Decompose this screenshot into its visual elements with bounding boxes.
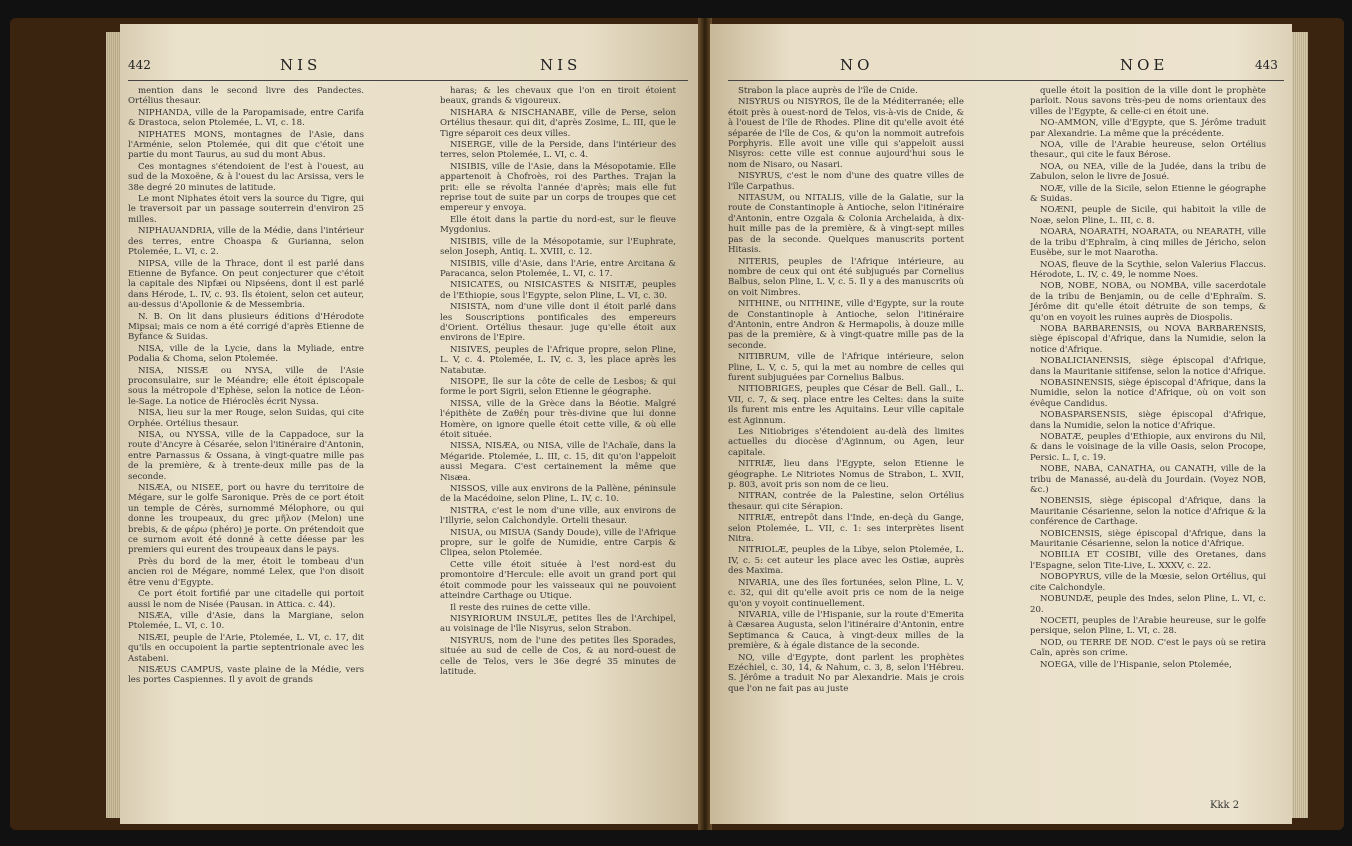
entry-paragraph: Il reste des ruines de cette ville. [450, 602, 591, 613]
entry-paragraph: NOD, ou TERRE DE NOD. C'est le pays où se retira Caïn, après son crime. [1030, 637, 1266, 659]
book-spread [10, 18, 1344, 830]
entry-paragraph: NITRIOLÆ, peuples de la Libye, selon Ptolemée, L. IV, c. 5: cet auteur les place avec les Ostiæ, auprès des Maxima. [728, 545, 964, 577]
entry-paragraph: NITASUM, ou NITALIS, ville de la Galatie, sur la route de Constantinople à Antioche, selon l'itinéraire d'Antonin, entre Ozgala & Colonia Archelaida, à dix-huit mille pas de la première, & à vingt-sept milles pas de la seconde. Quelques manuscrits portent Hitasis. [728, 193, 964, 256]
entry-paragraph: NISSA, NISÆA, ou NISA, ville de l'Achaïe, dans la Mégaride. Ptolemée, L. III, c. 15, dit qu'on l'appeloit aussi Megara. C'est certainement la même que Nisæa. [440, 441, 676, 483]
entry-paragraph: NISICATES, ou NISICASTES & NISITÆ, peuples de l'Ethiopie, sous l'Egypte, selon Pline, L. VI, c. 30. [440, 280, 676, 301]
entry-paragraph: Strabon la place auprès de l'île de Cnide. [738, 86, 918, 96]
entry-paragraph: NISIBIS, ville d'Asie, dans l'Arie, entre Arcitana & Paracanca, selon Ptolemée, L. VI, c. 17. [440, 258, 676, 279]
running-head: NIS [280, 56, 322, 74]
entry-paragraph: haras; & les chevaux que l'on en tiroit étoient beaux, grands & vigoureux. [440, 86, 676, 107]
entry-paragraph: Le mont Niphates étoit vers la source du Tigre, qui le traversoit par un passage souterrein d'environ 25 milles. [128, 194, 364, 225]
entry-paragraph: NOBE, NABA, CANATHA, ou CANATH, ville de la tribu de Manassé, au-delà du Jourdain. (Voyez NOB, &c.) [1030, 464, 1266, 496]
entry-paragraph: NOBALICIANENSIS, siège épiscopal d'Afrique, dans la Mauritanie sitifense, selon la notice d'Afrique. [1030, 356, 1266, 377]
running-head: NIS [540, 56, 582, 74]
entry-paragraph: NITERIS, peuples de l'Afrique intérieure, au nombre de ceux qui ont été subjugués par Cornelius Balbus, selon Pline, L. V, c. 5. Il y a des manuscrits où on voit Nimbres. [728, 256, 964, 298]
text-column [440, 86, 676, 678]
entry-paragraph: NISERGE, ville de la Perside, dans l'intérieur des terres, selon Ptolemée, L. VI, c. 4. [440, 140, 676, 161]
entry-paragraph: NO-AMMON, ville d'Egypte, que S. Jérôme traduit par Alexandrie. La même que la précédente. [1030, 118, 1266, 139]
entry-paragraph: NISA, NISSÆ ou NYSA, ville de l'Asie proconsulaire, sur le Méandre; elle étoit épiscopale sous la métropole d'Ephèse, selon la notice de Léon-le-Sage. La notice de Hiéroclès écrit Nyssa. [128, 365, 364, 407]
entry-paragraph: NOARA, NOARATH, NOARATA, ou NEARATH, ville de la tribu d'Ephraïm, à cinq milles de Jéricho, selon Eusèbe, sur le mot Naarotha. [1030, 227, 1266, 259]
entry-paragraph: NIPHAUANDRIA, ville de la Médie, dans l'intérieur des terres, entre Choaspa & Gurianna, selon Ptolemée, L. VI, c. 2. [128, 226, 364, 258]
entry-paragraph: Ces montagnes s'étendoient de l'est à l'ouest, au sud de la Moxoëne, & à l'ouest du lac Arsissa, vers le 38e degré 20 minutes de latitude. [128, 161, 364, 193]
entry-paragraph: NISIVES, peuples de l'Afrique propre, selon Pline, L. V, c. 4. Ptolemée, L. IV, c. 3, les place après les Natabutæ. [440, 344, 676, 376]
entry-paragraph: NIPHATES MONS, montagnes de l'Asie, dans l'Arménie, selon Ptolemée, qui dit que c'étoit une partie du mont Taurus, au sud du mont Abus. [128, 129, 364, 161]
entry-paragraph: NISSA, ville de la Grèce dans la Béotie. Malgré l'épithète de Ζαθέη pour très-divine que lui donne Homère, on ignore quelle étoit cette ville, & où elle étoit située. [440, 398, 676, 440]
text-column [128, 86, 364, 687]
entry-paragraph: N. B. On lit dans plusieurs éditions d'Hérodote Mipsai; mais ce nom a été corrigé d'après Etienne de Byfance & Suidas. [128, 311, 364, 343]
text-column [1030, 86, 1266, 671]
entry-paragraph: NITRIÆ, lieu dans l'Egypte, selon Etienne le géographe. Le Nitriotes Nomus de Strabon, L. XVII, p. 803, avoit pris son nom de ce lieu. [728, 459, 964, 491]
entry-paragraph: NITIOBRIGES, peuples que César de Bell. Gall., L. VII, c. 7, & seq. place entre les Celtes: dans la suite ils furent mis entre les Aquitains. Leur ville capitale est Aginnum. [728, 384, 964, 426]
entry-paragraph: NISUA, ou MISUA (Sandy Doude), ville de l'Afrique propre, sur le golfe de Numidie, entre Carpis & Clipea, selon Ptolemée. [440, 527, 676, 559]
right-page [710, 24, 1292, 824]
text-column [728, 86, 964, 695]
entry-paragraph: NISYRIORUM INSULÆ, petites îles de l'Archipel, au voisinage de l'île Nisyrus, selon Strabon. [440, 613, 676, 635]
catchword: Kkk 2 [1210, 800, 1240, 811]
entry-paragraph: Elle étoit dans la partie du nord-est, sur le fleuve Mygdonius. [440, 214, 676, 236]
entry-paragraph: NISIBIS, ville de l'Asie, dans la Mésopotamie. Elle appartenoit à Chofroès, roi des Parthes. Trajan la prit: elle se révolta l'année d'après; mais elle fut reprise tout de suite par un corps de troupes que cet empereur y envoya. [440, 161, 676, 214]
left-page [120, 24, 700, 824]
entry-paragraph: NOBA BARBARENSIS, ou NOVA BARBARENSIS, siège épiscopal d'Afrique, dans la Numidie, selon la notice d'Afrique. [1030, 323, 1266, 355]
entry-paragraph: NIVARIA, ville de l'Hispanie, sur la route d'Emerita à Cæsarea Augusta, selon l'itinéraire d'Antonin, entre Septimanca & Cauca, à vingt-deux milles de la première, & à égale distance de la seconde. [728, 609, 964, 652]
entry-paragraph: NOBILIA ET COSIBI, ville des Oretanes, dans l'Espagne, selon Tite-Live, L. XXXV, c. 22. [1030, 550, 1266, 571]
entry-paragraph: NISA, ou NYSSA, ville de la Cappadoce, sur la route d'Ancyre à Césarée, selon l'itinéraire d'Antonin, entre Parnassus & Ossana, à vingt-quatre mille pas de la première, & à trente-deux mille pas de la seconde. [128, 430, 364, 482]
entry-paragraph: NOA, ou NEA, ville de la Judée, dans la tribu de Zabulon, selon le livre de Josué. [1030, 161, 1266, 183]
entry-paragraph: NISÆUS CAMPUS, vaste plaine de la Médie, vers les portes Caspiennes. Il y avoit de grands [128, 664, 364, 686]
entry-paragraph: NISA, ville de la Lycie, dans la Myliade, entre Podalia & Choma, selon Ptolemée. [128, 343, 364, 365]
entry-paragraph: NISYRUS, nom de l'une des petites îles Sporades, située au sud de celle de Cos, & au nord-ouest de celle de Telos, vers le 36e degré 35 minutes de latitude. [440, 635, 676, 677]
entry-paragraph: Les Nitiobriges s'étendoient au-delà des limites actuelles du diocèse d'Aginnum, ou Agen, leur capitale. [728, 427, 964, 458]
entry-paragraph: Ce port étoit fortifié par une citadelle qui portoit aussi le nom de Nisée (Pausan. in Attica. c. 44). [128, 589, 364, 610]
header-rule [128, 80, 688, 81]
entry-paragraph: NOBICENSIS, siège épiscopal d'Afrique, dans la Mauritanie Césarienne, selon la notice d'Afrique. [1030, 528, 1266, 550]
entry-paragraph: NISSOS, ville aux environs de la Pallène, péninsule de la Macédoine, selon Pline, L. IV, c. 10. [440, 484, 676, 505]
entry-paragraph: NOBASINENSIS, siège épiscopal d'Afrique, dans la Numidie, selon la notice d'Afrique, où on voit son évêque Candidus. [1030, 377, 1266, 409]
entry-paragraph: NISISTA, nom d'une ville dont il étoit parlé dans les Souscriptions pontificales des empereurs d'Orient. Ortélius thesaur. juge qu'elle étoit aux environs de l'Epire. [440, 302, 676, 344]
entry-paragraph: NOBASPARSENSIS, siège épiscopal d'Afrique, dans la Numidie, selon la notice d'Afrique. [1030, 410, 1266, 431]
entry-paragraph: NOBENSIS, siège épiscopal d'Afrique, dans la Mauritanie Césarienne, selon la notice d'Afrique & la conférence de Carthage. [1030, 496, 1266, 528]
entry-paragraph: NO, ville d'Egypte, dont parlent les prophètes Ezéchiel, c. 30, 14, & Nahum, c. 3, 8, selon l'Hébreu. S. Jérôme a traduit No par Alexandrie. Mais je crois que l'on ne fait pas au juste [728, 652, 964, 694]
entry-paragraph: NOAS, fleuve de la Scythie, selon Valerius Flaccus. Hérodote, L. IV, c. 49, le nomme Noes. [1030, 259, 1266, 280]
entry-paragraph: NOEGA, ville de l'Hispanie, selon Ptolemée, [1040, 659, 1232, 670]
entry-paragraph: Près du bord de la mer, étoit le tombeau d'un ancien roi de Mégare, nommé Lelex, que l'on disoit être venu d'Egypte. [128, 556, 364, 588]
entry-paragraph: NOBOPYRUS, ville de la Mœsie, selon Ortélius, qui cite Calchondyle. [1030, 572, 1266, 593]
entry-paragraph: NITRIÆ, entrepôt dans l'Inde, en-deçà du Gange, selon Ptolemée, L. VII, c. 1: ses interprètes lisent Nitra. [728, 513, 964, 545]
entry-paragraph: NIPSA, ville de la Thrace, dont il est parlé dans Etienne de Byfance. On peut conjecturer que c'étoit la capitale des Nipfæi ou Nipséens, dont il est parlé dans Hérode, L. IV, c. 93. Ils étoient, selon cet auteur, au-dessus d'Apollonie & de Messembria. [128, 258, 364, 311]
entry-paragraph: NOBATÆ, peuples d'Ethiopie, aux environs du Nil, & dans le voisinage de la ville Oasis, selon Procope, Persic. L. I, c. 19. [1030, 432, 1266, 463]
entry-paragraph: NISOPE, île sur la côte de celle de Lesbos; & qui forme le port Sigrii, selon Etienne le géographe. [440, 376, 676, 398]
entry-paragraph: NISIBIS, ville de la Mésopotamie, sur l'Euphrate, selon Joseph, Antiq. L. XVIII, c. 12. [440, 236, 676, 258]
page-number: 442 [128, 58, 151, 72]
entry-paragraph: Cette ville étoit située à l'est nord-est du promontoire d'Hercule: elle avoit un grand port qui étoit commode pour les vaisseaux qui ne pouvoient atteindre Carthage ou Utique. [440, 559, 676, 602]
entry-paragraph: NOÆ, ville de la Sicile, selon Etienne le géographe & Suidas. [1030, 183, 1266, 205]
entry-paragraph: NITRAN, contrée de la Palestine, selon Ortélius thesaur. qui cite Sérapion. [728, 491, 964, 512]
entry-paragraph: NISÆA, ville d'Asie, dans la Margiane, selon Ptolemée, L. VI, c. 10. [128, 610, 364, 632]
entry-paragraph: NISÆI, peuple de l'Arie, Ptolemée, L. VI, c. 17, dit qu'ils en occupoient la partie septentrionale avec les Astabeni. [128, 632, 364, 664]
entry-paragraph: NISÆA, ou NISEE, port ou havre du territoire de Mégare, sur le golfe Saronique. Près de ce port étoit un temple de Cérès, surnommé Mélophore, ou qui donne les troupeaux, du grec μῆλον (Melon) une brebis, & de φέρω (phéro) je porte. On prétendoit que ce surnom avoit été donné à cette déesse par les premiers qui eurent des troupeaux dans le pays. [128, 483, 364, 556]
entry-paragraph: NOB, NOBE, NOBA, ou NOMBA, ville sacerdotale de la tribu de Benjamin, ou de celle d'Ephraïm. S. Jérôme dit qu'elle étoit détruite de son temps, & qu'on en voyoit les ruines auprès de Diospolis. [1030, 281, 1266, 323]
entry-paragraph: NISA, lieu sur la mer Rouge, selon Suidas, qui cite Orphée. Ortélius thesaur. [128, 408, 364, 429]
running-head: NO [840, 56, 874, 74]
entry-paragraph: quelle étoit la position de la ville dont le prophète parloit. Nous savons très-peu de noms orientaux des villes de l'Egypte, & celle-ci en étoit une. [1030, 86, 1266, 117]
entry-paragraph: NIPHANDA, ville de la Paropamisade, entre Carifa & Drastoca, selon Ptolemée, L. VI, c. 18. [128, 107, 364, 129]
entry-paragraph: NISYRUS, c'est le nom d'une des quatre villes de l'île Carpathus. [728, 171, 964, 192]
entry-paragraph: NOBUNDÆ, peuple des Indes, selon Pline, L. VI, c. 20. [1030, 594, 1266, 615]
entry-paragraph: NITIBRUM, ville de l'Afrique intérieure, selon Pline, L. V, c. 5, qui la met au nombre de celles qui furent subjuguées par Cornelius Balbus. [728, 352, 964, 383]
entry-paragraph: mention dans le second livre des Pandectes. Ortélius thesaur. [128, 86, 364, 107]
header-rule [728, 80, 1284, 81]
entry-paragraph: NITHINE, ou NITHINE, ville d'Egypte, sur la route de Constantinople à Antioche, selon l'itinéraire d'Antonin, entre Andron & Hermapolis, à douze mille pas de la première, & à vingt-quatre mille pas de la seconde. [728, 299, 964, 351]
right-page-edges [1290, 32, 1308, 818]
entry-paragraph: NOA, ville de l'Arabie heureuse, selon Ortélius thesaur., qui cite le faux Bérose. [1030, 140, 1266, 161]
entry-paragraph: NOCETI, peuples de l'Arabie heureuse, sur le golfe persique, selon Pline, L. VI, c. 28. [1030, 615, 1266, 637]
running-head: NOE [1120, 56, 1169, 74]
entry-paragraph: NISYRUS ou NISYROS, île de la Méditerranée; elle étoit près à ouest-nord de Telos, vis-à-vis de Cnide, & à l'ouest de l'île de Rhodes. Pline dit qu'elle avoit été séparée de l'île de Cos, & qu'on la nommoit autrefois Porphyris. Elle avoit une ville qui s'appeloit aussi Nisyros: cette ville est connue aujourd'hui sous le nom de Nisaro, ou Nasari. [728, 97, 964, 170]
page-number: 443 [1255, 58, 1278, 72]
entry-paragraph: NISTRA, c'est le nom d'une ville, aux environs de l'Illyrie, selon Calchondyle. Ortelii thesaur. [440, 505, 676, 527]
entry-paragraph: NOÆNI, peuple de Sicile, qui habitoit la ville de Noæ, selon Pline, L. III, c. 8. [1030, 205, 1266, 226]
entry-paragraph: NIVARIA, une des îles fortunées, selon Pline, L. V, c. 32, qui dit qu'elle avoit pris ce nom de la neige qu'on y voyoit continuellement. [728, 577, 964, 609]
entry-paragraph: NISHARA & NISCHANABE, ville de Perse, selon Ortélius thesaur. qui dit, d'après Zosime, L. III, que le Tigre séparoit ces deux villes. [440, 107, 676, 139]
